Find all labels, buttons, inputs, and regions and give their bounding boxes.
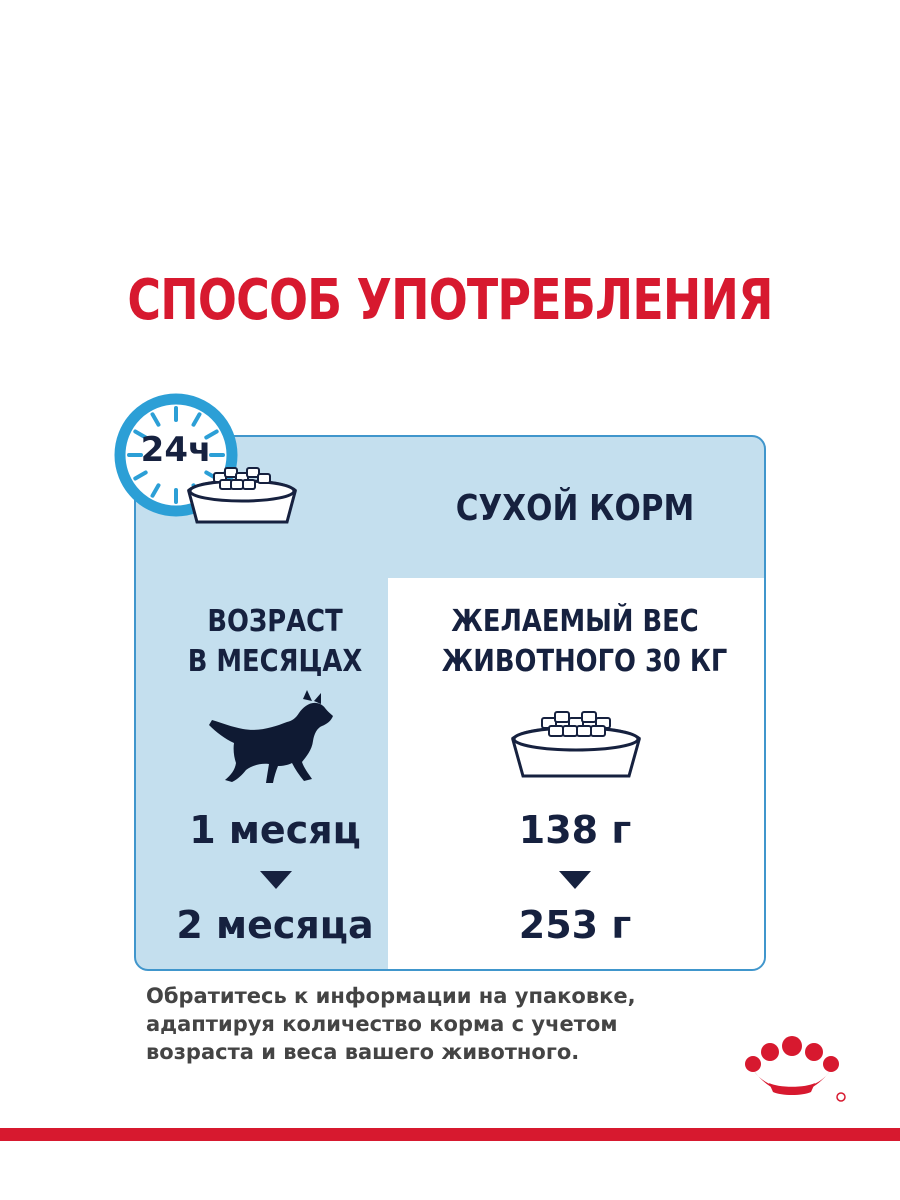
clock-label: 24ч: [140, 430, 212, 470]
down-arrow-icon: [260, 871, 292, 889]
page-title: СПОСОБ УПОТРЕБЛЕНИЯ: [127, 268, 773, 333]
food-start-value: 138 г: [518, 808, 632, 852]
dry-food-label: СУХОЙ КОРМ: [455, 488, 695, 529]
weight-column-label: ЖЕЛАЕМЫЙ ВЕС ЖИВОТНОГО 30 КГ: [441, 604, 728, 679]
puppy-icon: [204, 690, 336, 786]
food-end-value: 253 г: [518, 903, 632, 947]
down-arrow-icon: [559, 871, 591, 889]
age-start-value: 1 месяц: [189, 808, 361, 852]
age-column-label: ВОЗРАСТ В МЕСЯЦАХ: [187, 604, 363, 679]
bottom-red-line: [0, 1128, 900, 1141]
food-bowl-icon: [184, 464, 300, 526]
age-end-value: 2 месяца: [176, 903, 374, 947]
food-bowl-icon: [508, 708, 644, 780]
royal-crown-logo: [738, 1034, 850, 1106]
package-note: Обратитесь к информации на упаковке, адаптируя количество корма с учетом возраста и веса вашего животного.: [146, 984, 636, 1064]
